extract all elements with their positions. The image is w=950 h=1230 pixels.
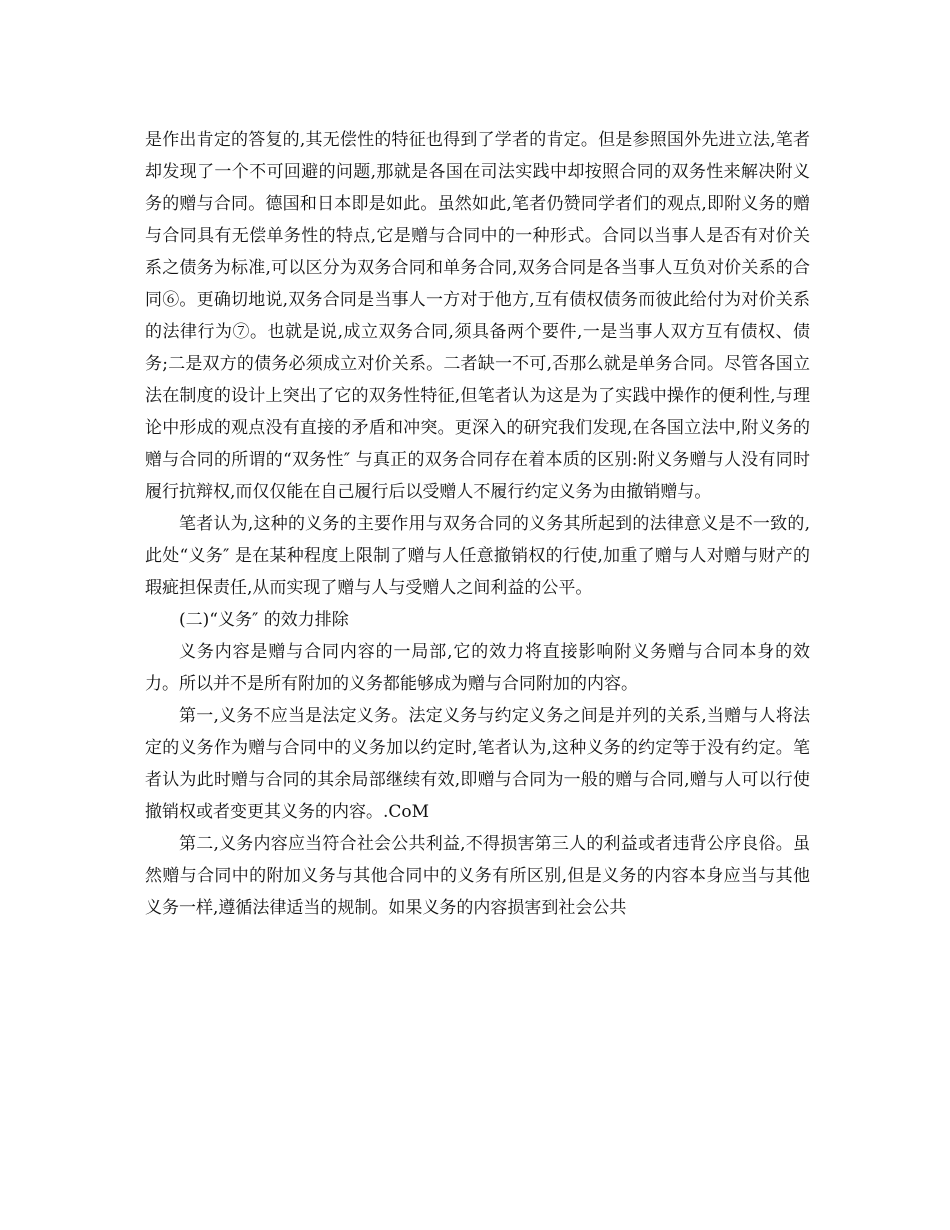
section-heading: (二)“义务″ 的效力排除 — [179, 610, 349, 630]
paragraph-1: 是作出肯定的答复的,其无偿性的特征也得到了学者的肯定。但是参照国外先进立法,笔者却发现了一个不可回避的问题,那就是各国在司法实践中却按照合同的双务性来解决附义务的赠与合同。德国和日本即是如此。虽然如此,笔者仍赞同学者们的观点,即附义务的赠与合同具有无偿单务性的特点,它是赠与合同中的一种形式。合同以当事人是否有对价关系之债务为标准,可以区分为双务合同和单务合同,双务合同是各当事人互负对价关系的合同⑥。更确切地说,双务合同是当事人一方对于他方,互有债权债务而彼此给付为对价关系的法律行为⑦。也就是说,成立双务合同,须具备两个要件,一是当事人双方互有债权、债务;二是双方的债务必须成立对价关系。二者缺一不可,否那么就是单务合同。尽管各国立法在制度的设计上突出了它的双务性特征,但笔者认为这是为了实践中操作的便利性,与理论中形成的观点没有直接的矛盾和冲突。更深入的研究我们发现,在各国立法中,附义务的赠与合同的所谓的“双务性″ 与真正的双务合同存在着本质的区别:附义务赠与人没有同时履行抗辩权,而仅仅能在自己履行后以受赠人不履行约定义务为由撤销赠与。 — [145, 130, 810, 502]
paragraph-2: 笔者认为,这种的义务的主要作用与双务合同的义务其所起到的法律意义是不一致的,此处“义务″ 是在某种程度上限制了赠与人任意撤销权的行使,加重了赠与人对赠与财产的瑕疵担保责任,从而实现了赠与人与受赠人之间利益的公平。 — [145, 514, 810, 598]
paragraph-3: 义务内容是赠与合同内容的一局部,它的效力将直接影响附义务赠与合同本身的效力。所以并不是所有附加的义务都能够成为赠与合同附加的内容。 — [145, 642, 810, 694]
document-body — [145, 124, 810, 924]
paragraph-4: 第一,义务不应当是法定义务。法定义务与约定义务之间是并列的关系,当赠与人将法定的义务作为赠与合同中的义务加以约定时,笔者认为,这种义务的约定等于没有约定。笔者认为此时赠与合同的其余局部继续有效,即赠与合同为一般的赠与合同,赠与人可以行使撤销权或者变更其义务的内容。.CoM — [145, 706, 810, 822]
paragraph-5: 第二,义务内容应当符合社会公共利益,不得损害第三人的利益或者违背公序良俗。虽然赠与合同中的附加义务与其他合同中的义务有所区别,但是义务的内容本身应当与其他义务一样,遵循法律适当的规制。如果义务的内容损害到社会公共 — [145, 834, 810, 918]
